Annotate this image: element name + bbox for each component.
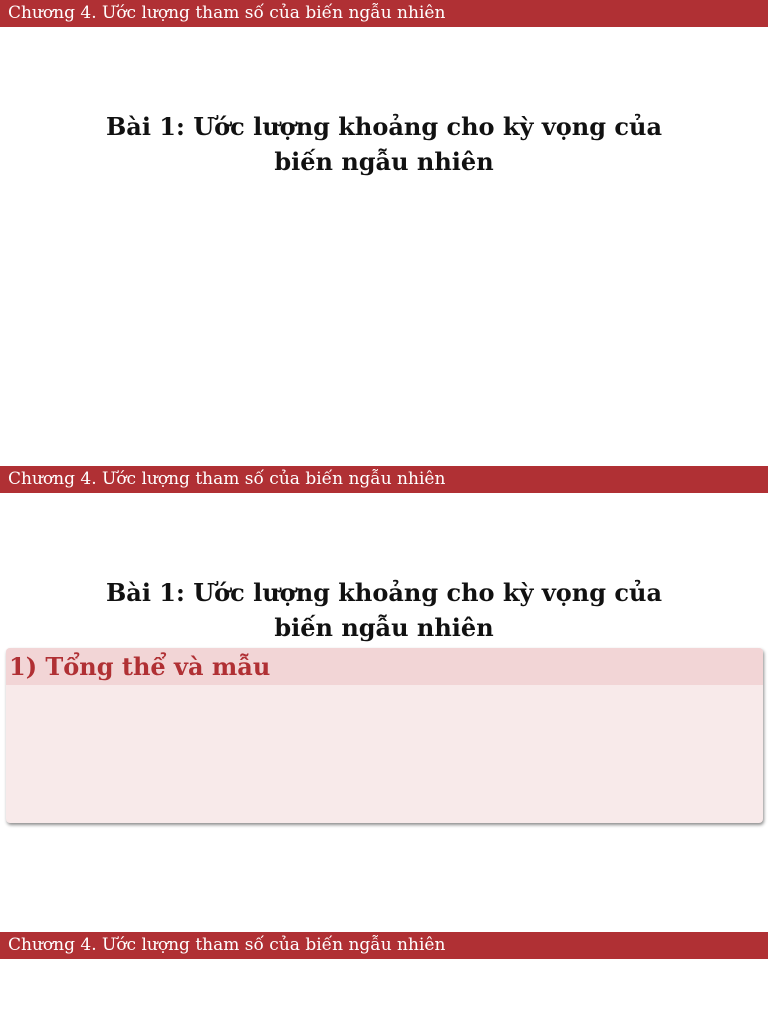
slide-title-line-2: biến ngẫu nhiên (274, 613, 494, 642)
slide-title-line-2: biến ngẫu nhiên (274, 147, 494, 176)
slide-2 (0, 466, 768, 932)
slide-1 (0, 0, 768, 466)
slide-3 (0, 932, 768, 1024)
slide-title-line-1: Bài 1: Ước lượng khoảng cho kỳ vọng của (105, 112, 663, 141)
content-block (6, 648, 763, 823)
slide-header: Chương 4. Ước lượng tham số của biến ngẫu nhiên (0, 932, 768, 959)
slide-title (84, 575, 684, 645)
block-title: 1) Tổng thể và mẫu (6, 648, 763, 685)
slide-title-line-1: Bài 1: Ước lượng khoảng cho kỳ vọng của (105, 578, 663, 607)
slide-title (84, 109, 684, 179)
slide-header: Chương 4. Ước lượng tham số của biến ngẫu nhiên (0, 0, 768, 27)
slide-header: Chương 4. Ước lượng tham số của biến ngẫu nhiên (0, 466, 768, 493)
